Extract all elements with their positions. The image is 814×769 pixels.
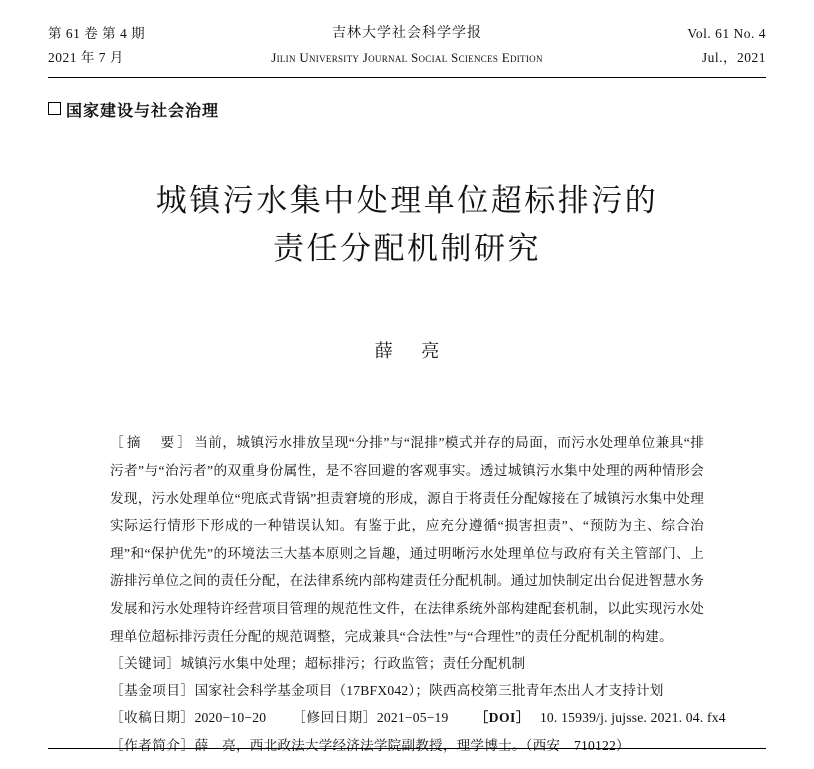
- square-bullet-icon: [48, 102, 61, 115]
- journal-title-en: Jilin University Journal Social Sciences Edition: [271, 49, 543, 65]
- doi-label: ［DOI］: [474, 710, 530, 726]
- abstract-block: [48, 429, 766, 759]
- doi-value: 10. 15939/j. jujsse. 2021. 04. fx4: [539, 710, 726, 726]
- revised-date-label: ［修回日期］: [292, 710, 377, 726]
- received-date-label: ［收稿日期］: [110, 710, 195, 726]
- fund-line: [110, 677, 704, 704]
- keywords-value: 城镇污水集中处理；超标排污；行政监管；责任分配机制: [180, 656, 526, 672]
- author-bio-line: [110, 732, 704, 759]
- keywords-label: ［关键词］: [110, 656, 181, 672]
- title-line-2: 责任分配机制研究: [273, 231, 541, 267]
- journal-title-block: [218, 22, 596, 69]
- author-bio-value: 薛 亮，西北政法大学经济法学院副教授，理学博士。（西安 710122）: [194, 737, 630, 753]
- author-name: 薛 亮: [374, 341, 452, 362]
- footer-divider: [48, 748, 766, 749]
- abstract-label: ［摘 要］: [110, 435, 195, 451]
- abstract-paragraph: [110, 429, 704, 650]
- volume-issue-block: [48, 22, 218, 69]
- fund-value: 国家社会科学基金项目（17BFX042）；陕西高校第三批青年杰出人才支持计划: [194, 683, 664, 699]
- section-marker-label: 国家建设与社会治理: [66, 103, 220, 121]
- volume-issue-en: Vol. 61 No. 4: [687, 26, 766, 41]
- dates-line: [110, 704, 726, 731]
- issue-date-cn: 2021 年 7 月: [48, 49, 124, 65]
- volume-issue-block-en: [596, 22, 766, 69]
- revised-date-value: 2021−05−19: [376, 710, 449, 726]
- received-date-value: 2020−10−20: [194, 710, 267, 726]
- author-bio-label: ［作者简介］: [110, 737, 195, 753]
- header-divider: [48, 77, 766, 78]
- keywords-line: [110, 650, 704, 677]
- page-title: [48, 177, 766, 273]
- section-marker: [48, 98, 766, 121]
- volume-issue: 第 61 卷 第 4 期: [48, 26, 146, 41]
- running-head: [48, 0, 766, 69]
- issue-date-en: Jul.，2021: [701, 49, 766, 65]
- abstract-text: 当前，城镇污水排放呈现“分排”与“混排”模式并存的局面，而污水处理单位兼具“排污者”与“治污者”的双重身份属性，是不容回避的客观事实。透过城镇污水集中处理的两种情形会发现，污水处理单位“兜底式背锅”担责窘境的形成，源自于将责任分配嫁接在了城镇污水集中处理实际运行情形下形成的一种错误认知。有鉴于此，应充分遵循“损害担责”、“预防为主、综合治理”和“保护优先”的环境法三大基本原则之旨趣，通过明晰污水处理单位与政府有关主管部门、上游排污单位之间的责任分配，在法律系统内部构建责任分配机制。通过加快制定出台促进智慧水务发展和污水处理特许经营项目管理的规范性文件，在法律系统外部构建配套机制，以此实现污水处理单位超标排污责任分配的规范调整，完成兼具“合法性”与“合理性”的责任分配机制的构建。: [110, 435, 704, 644]
- journal-title-cn: 吉林大学社会科学学报: [332, 26, 482, 41]
- fund-label: ［基金项目］: [110, 683, 195, 699]
- title-line-1: 城镇污水集中处理单位超标排污的: [155, 183, 659, 219]
